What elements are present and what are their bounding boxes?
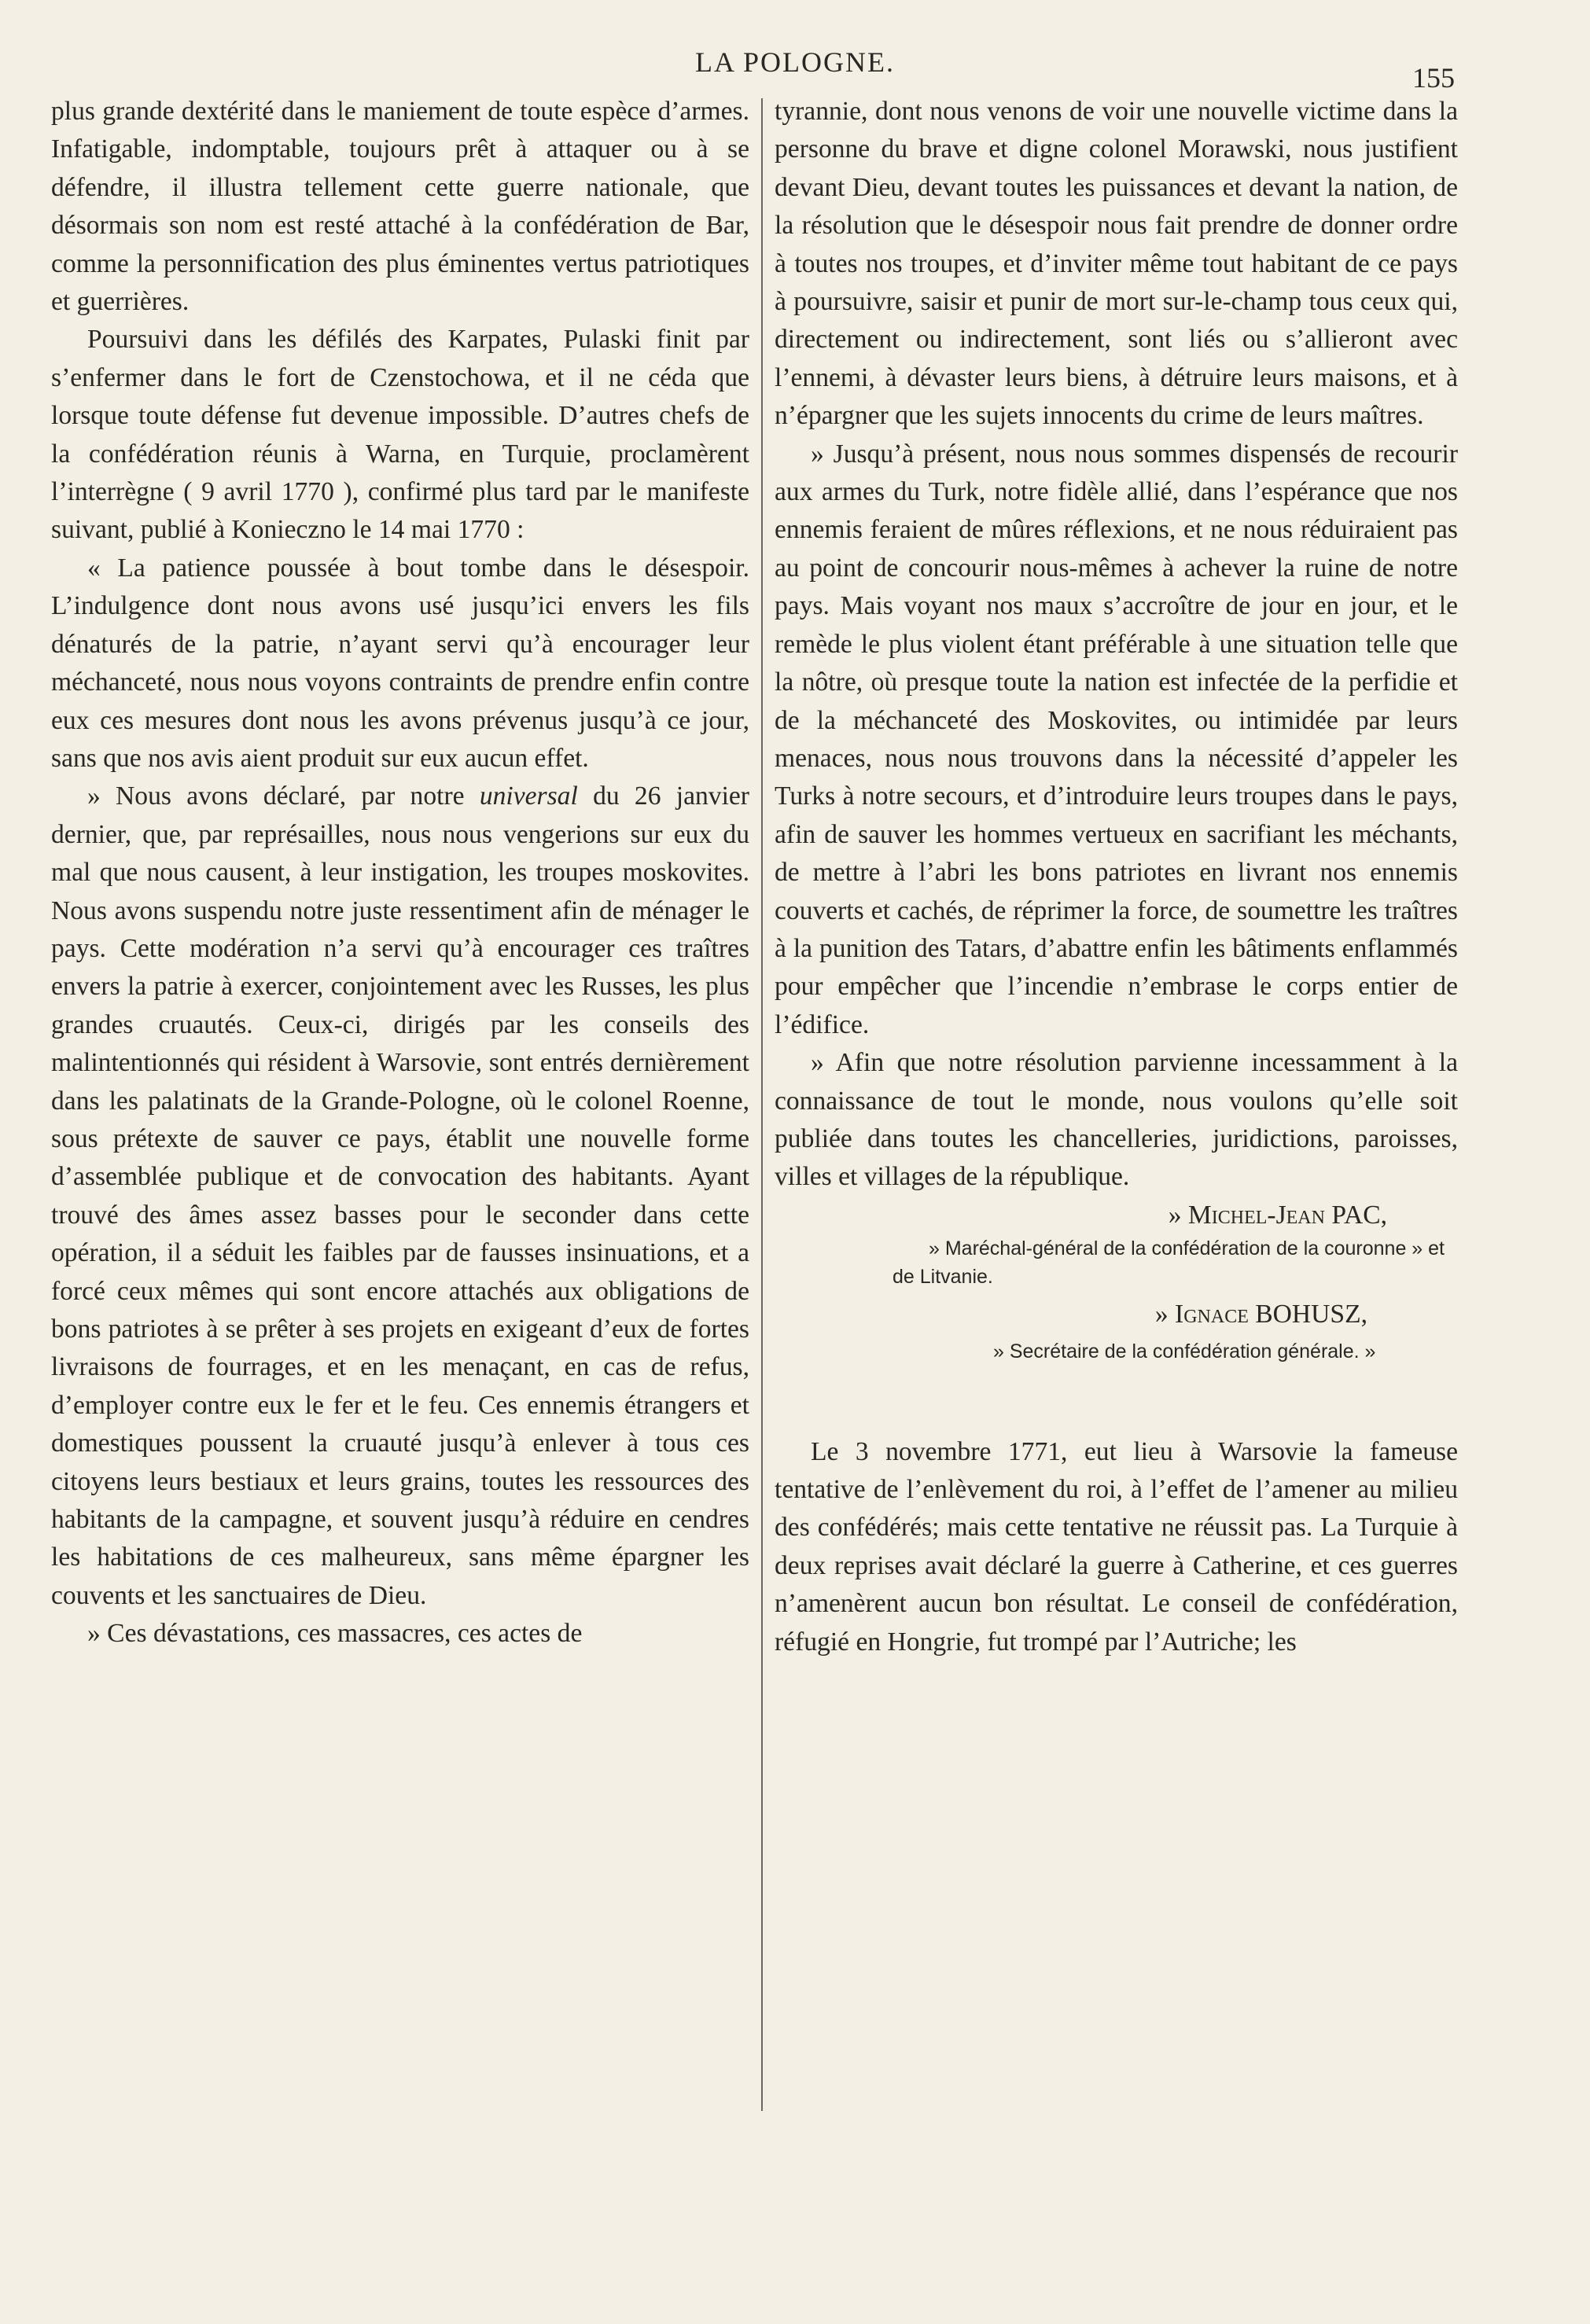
paragraph: » Ces dévastations, ces massacres, ces actes de: [87, 1619, 583, 1649]
emphasized-word: universal: [479, 781, 578, 811]
signatory-given-name: Michel-Jean: [1187, 1200, 1325, 1230]
signature-name: [775, 1197, 1458, 1234]
left-column: [51, 93, 749, 1653]
signatory-surname: BOHUSZ,: [1248, 1300, 1367, 1329]
quote-mark: »: [1154, 1300, 1176, 1329]
paragraph: » Jusqu’à présent, nous nous sommes dispensés de recourir aux armes du Turk, notre fidèle allié, dans l’espérance que nos ennemis feraient de mûres réflexions, et ne nous réduiraient pas au point de concourir nous-mêmes à achever la ruine de notre pays. Mais voyant nos maux s’accroître de jour en jour, et le remède le plus violent étant préférable à une situation telle que la nôtre, où presque toute la nation est infectée de la perfidie et de la méchanceté des Moskovites, ou intimidée par leurs menaces, nous nous trouvons dans la nécessité d’appeler les Turks à notre secours, et d’introduire leurs troupes dans le pays, afin de sauver les hommes vertueux en sacrifiant les méchants, de mettre à l’abri les bons patriotes en livrant nos ennemis couverts et cachés, de réprimer la force, de soumettre les traîtres à la punition des Tatars, d’abattre enfin les bâtiments enflammés pour empêcher que l’incendie n’embrase le corps entier de l’édifice.: [775, 439, 1458, 1039]
paragraph: » Afin que notre résolution parvienne incessamment à la connaissance de tout le monde, nous voulons qu’elle soit publiée dans toutes les chancelleries, juridictions, paroisses, villes et villages de la république.: [775, 1048, 1458, 1192]
column-divider: [761, 98, 763, 2111]
signatory-given-name: Ignace: [1175, 1300, 1249, 1329]
paragraph: tyrannie, dont nous venons de voir une nouvelle victime dans la personne du brave et digne colonel Morawski, nous justifient devant Dieu, devant toutes les puissances et devant la nation, de la résolution que le désespoir nous fait prendre de donner ordre à toutes nos troupes, et d’inviter même tout habitant de ce pays à poursuivre, saisir et punir de mort sur-le-champ tous ceux qui, directement ou indirectement, sont liés ou s’allieront avec l’ennemi, à dévaster leurs biens, à détruire leurs maisons, et à n’épargner que les sujets innocents du crime de leurs maîtres.: [775, 97, 1458, 431]
signature-name: [775, 1296, 1458, 1333]
paragraph: « La patience poussée à bout tombe dans le désespoir. L’indulgence dont nous avons usé jusqu’ici envers les fils dénaturés de la patrie, n’ayant servi qu’à encourager leur méchanceté, nous nous voyons contraints de prendre enfin contre eux ces mesures dont nous les avons prévenus jusqu’à ce jour, sans que nos avis aient produit sur eux aucun effet.: [51, 553, 749, 773]
quote-mark: »: [1168, 1200, 1188, 1230]
running-title: LA POLOGNE.: [695, 46, 895, 78]
signature-title: » Secrétaire de la confédération générale. »: [993, 1340, 1376, 1362]
right-column: [775, 93, 1458, 1661]
paragraph: Poursuivi dans les défilés des Karpates, Pulaski finit par s’enfermer dans le fort de Czenstochowa, et il ne céda que lorsque toute défense fut devenue impossible. D’autres chefs de la confédération réunis à Warna, en Turquie, proclamèrent l’interrègne ( 9 avril 1770 ), confirmé plus tard par le manifeste suivant, publié à Konieczno le 14 mai 1770 :: [51, 325, 749, 545]
section-gap: [775, 1366, 1458, 1433]
paragraph: plus grande dextérité dans le maniement de toute espèce d’armes. Infatigable, indomptable, toujours prêt à attaquer ou à se défendre, il illustra tellement cette guerre nationale, que désormais son nom est resté attaché à la confédération de Bar, comme la personnification des plus éminentes vertus patriotiques et guerrières.: [51, 97, 749, 317]
signature-title: » Maréchal-général de la confédération de la couronne » et de Litvanie.: [893, 1237, 1445, 1289]
paragraph-text: » Nous avons déclaré, par notre: [87, 781, 480, 811]
page-number: 155: [1412, 62, 1455, 94]
paragraph-text: du 26 janvier dernier, que, par représailles, nous nous vengerions sur eux du mal que nous causent, à leur instigation, les troupes moskovites. Nous avons suspendu notre juste ressentiment afin de ménager le pays. Cette modération n’a servi qu’à encourager ces traîtres envers la patrie à exercer, conjointement avec les Russes, les plus grandes cruautés. Ceux-ci, dirigés par les conseils des malintentionnés qui résident à Warsovie, sont entrés dernièrement dans les palatinats de la Grande-Pologne, où le colonel Roenne, sous prétexte de sauver ce pays, établit une nouvelle forme d’assemblée publique et de convocation des habitants. Ayant trouvé des âmes assez basses pour le seconder dans cette opération, il a séduit les faibles par de fausses insinuations, et a forcé ceux mêmes qui sont encore attachés aux obligations de bons patriotes à se prêter à ses projets en exigeant d’eux de fortes livraisons de fourrages, et en les menaçant, en cas de refus, d’employer contre eux le fer et le feu. Ces ennemis étrangers et domestiques poussent la cruauté jusqu’à enlever à tous ces citoyens leurs bestiaux et leurs grains, toutes les ressources des habitants de la campagne, et souvent jusqu’à réduire en cendres les habitations de ces malheureux, sans même épargner les couvents et les sanctuaires de Dieu.: [51, 781, 749, 1610]
paragraph: [51, 778, 749, 1615]
signatory-surname: PAC,: [1324, 1200, 1387, 1230]
paragraph: Le 3 novembre 1771, eut lieu à Warsovie la fameuse tentative de l’enlèvement du roi, à l’effet de l’amener au milieu des confédérés; mais cette tentative ne réussit pas. La Turquie à deux reprises avait déclaré la guerre à Catherine, et ces guerres n’amenèrent aucun bon résultat. Le conseil de confédération, réfugié en Hongrie, fut trompé par l’Autriche; les: [775, 1436, 1458, 1657]
